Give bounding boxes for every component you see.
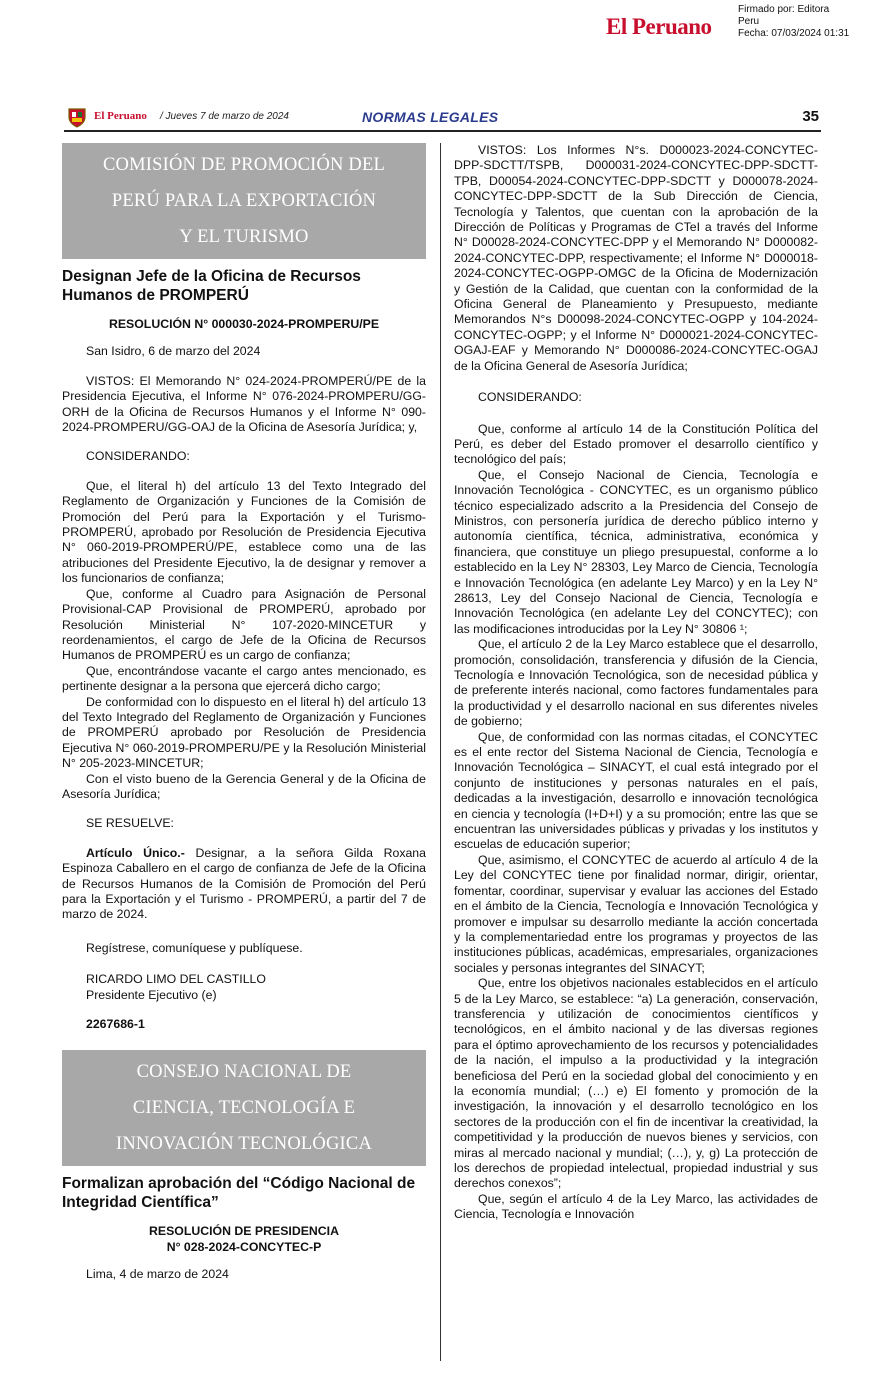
- vistos-paragraph: VISTOS: El Memorando N° 024-2024-PROMPERÚ/PE de la Presidencia Ejecutiva, el Informe N° 076-2024-PROMPERU/GG-ORH de la Oficina de Recursos Humanos y el Informe N° 090-2024-PROMPERU/GG-OAJ de la Oficina de Asesoría Jurídica; y,: [62, 373, 426, 435]
- page-header: [64, 106, 821, 132]
- resolution-line: N° 028-2024-CONCYTEC-P: [166, 1239, 322, 1254]
- considerando-paragraph: Que, el literal h) del artículo 13 del Texto Integrado del Reglamento de Organización y Funciones de la Comisión de Promoción del Perú para la Exportación y el Turismo-PROMPERÚ, aprobado por Resolución de Presidencia Ejecutiva N° 060-2019-PROMPERÚ/PE, establece como una de las atribuciones del Presidente Ejecutivo, la de designar y remover a los funcionarios de confianza;: [62, 478, 426, 586]
- considerando-paragraph: Que, asimismo, el CONCYTEC de acuerdo al artículo 4 de la Ley del CONCYTEC tiene por finalidad normar, dirigir, orientar, fomentar, coordinar, supervisar y evaluar las acciones del Estado en el ámbito de la Ciencia, Tecnología e Innovación Tecnológica y promover e impulsar su desarrollo mediante la acción concertada y la complementariedad entre los programas y proyectos de las instituciones públicas, académicas, empresariales, organizaciones sociales y personas integrantes del SINACYT;: [454, 852, 818, 975]
- header-date: / Jueves 7 de marzo de 2024: [160, 111, 289, 122]
- header-section-title: NORMAS LEGALES: [362, 109, 499, 125]
- publication-code: 2267686-1: [86, 1017, 145, 1032]
- banner-line: PERÚ PARA LA EXPORTACIÓN: [111, 191, 377, 211]
- place-date: San Isidro, 6 de marzo del 2024: [86, 344, 261, 359]
- resolution-line: RESOLUCIÓN DE PRESIDENCIA: [149, 1224, 339, 1239]
- decree-title-promperu: Designan Jefe de la Oficina de Recursos Humanos de PROMPERÚ: [62, 268, 361, 304]
- considerando-paragraph: Que, conforme al Cuadro para Asignación de Personal Provisional-CAP Provisional de PROMPERÚ, aprobado por Resolución Ministerial N° 107-2020-MINCETUR y reordenamientos, el cargo de Jefe de la Oficina de Recursos Humanos de PROMPERÚ es un cargo de confianza;: [62, 586, 426, 663]
- vistos-paragraph: VISTOS: Los Informes N°s. D000023-2024-CONCYTEC-DPP-SDCTT/TSPB, D000031-2024-CONCYTEC-DPP-SDCTT-TPB, D00054-2024-CONCYTEC-DPP-SDCTT y D000078-2024-CONCYTEC-DPP-SDCTT de la Sub Dirección de Ciencia, Tecnología y Talentos, que cuentan con la aprobación de la Dirección de Políticas y Programas de CTeI a través del Informe N° D00028-2024-CONCYTEC-DPP y el Memorando N° D000082-2024-CONCYTEC-DPP, respectivamente; el Informe N° D000018-2024-CONCYTEC-OGPP-OMGC de la Oficina de Modernización y Gestión de la Calidad, que cuentan con la conformidad de la Oficina General de Planeamiento y Presupuesto, mediante Memorandos N°s D00098-2024-CONCYTEC-OGPP y 104-2024-CONCYTEC-OGPP; y el Informe N° D000021-2024-CONCYTEC-OGAJ-EAF y Memorando N° D000086-2024-CONCYTEC-OGAJ de la Oficina General de Asesoría Jurídica;: [454, 143, 818, 373]
- signer-name: RICARDO LIMO DEL CASTILLO: [86, 972, 266, 987]
- signature-stamp-text: [738, 4, 866, 40]
- stamp-line-3: Fecha: 07/03/2024 01:31: [738, 28, 850, 39]
- stamp-line-1: Firmado por: Editora: [738, 4, 830, 15]
- considerando-paragraph: De conformidad con lo dispuesto en el literal h) del artículo 13 del Texto Integrado del Reglamento de Organización y Funciones de PROMPERÚ aprobado por Resolución de Presidencia Ejecutiva N° 060-2019-PROMPERU/PE y la Resolución Ministerial N° 205-2023-MINCETUR;: [62, 694, 426, 771]
- right-column: [454, 143, 818, 1223]
- considerando-paragraph: Que, conforme al artículo 14 de la Constitución Política del Perú, es deber del Estado promover el desarrollo científico y tecnológico del país;: [454, 421, 818, 467]
- signature-stamp-logo: El Peruano: [606, 14, 712, 39]
- considerando-paragraph: Que, encontrándose vacante el cargo antes mencionado, es pertinente designar a la persona que ejercerá dicho cargo;: [62, 663, 426, 694]
- considerando-paragraph: Que, el artículo 2 de la Ley Marco establece que el desarrollo, promoción, consolidación, transferencia y difusión de la Ciencia, Tecnología e Innovación Tecnológica, son de necesidad pública y de preferente interés nacional, como factores fundamentales para la productividad y el desarrollo nacional en sus diferentes niveles de gobierno;: [454, 637, 818, 729]
- banner-line: COMISIÓN DE PROMOCIÓN DEL: [103, 155, 385, 175]
- institution-banner-concytec: [62, 1050, 426, 1166]
- considerando-label: CONSIDERANDO:: [86, 449, 190, 464]
- place-date: Lima, 4 de marzo de 2024: [86, 1267, 229, 1282]
- considerando-paragraph: Que, entre los objetivos nacionales establecidos en el artículo 5 de la Ley Marco, se establece: “a) La generación, conservación, transferencia y utilización de conocimientos científicos y tecnológicos, en el ámbito nacional y de las diversas regiones para el óptimo aprovechamiento de los recursos y potencialidades de la nación, el impulso a la productividad y la integración beneficiosa del Perú en la sociedad global del conocimiento y en la economía mundial; (…) e) El fomento y promoción de la investigación, la innovación y el desarrollo tecnológico en los sectores de la producción con el fin de incentivar la creatividad, la competitividad y la producción de nuevos bienes y servicios, con miras al mercado nacional y mundial; (…), y, g) La protección de los derechos de propiedad intelectual, propiedad industrial y sus derechos conexos”;: [454, 976, 818, 1191]
- signer-role: Presidente Ejecutivo (e): [86, 987, 217, 1002]
- considerando-label: CONSIDERANDO:: [478, 390, 582, 405]
- header-brand: El Peruano: [94, 110, 147, 122]
- institution-banner-promperu: [62, 143, 426, 259]
- considerando-paragraph: Que, de conformidad con las normas citadas, el CONCYTEC es el ente rector del Sistema Nacional de Ciencia, Tecnología e Innovación Tecnológica – SINACYT, el cual está integrado por el conjunto de instituciones y personas naturales en el país, dedicadas a la investigación, desarrollo e innovación tecnológica en ciencia y tecnología (I+D+I) y a su promoción; entre las que se encuentran las universidades públicas y privadas y los institutos y escuelas de educación superior;: [454, 729, 818, 852]
- articulo-unico-paragraph: [62, 846, 426, 923]
- page-number: 35: [802, 108, 819, 125]
- considerando-paragraph: Que, el Consejo Nacional de Ciencia, Tecnología e Innovación Tecnológica - CONCYTEC, es un organismo público técnico especializado adscrito a la Presidencia del Consejo de Ministros, con personería jurídica de derecho público interno y autonomía científica, técnica, administrativa, económica y financiera, que constituye un pliego presupuestal, conforme a lo establecido en la Ley N° 28303, Ley Marco de Ciencia, Tecnología e Innovación Tecnológica (en adelante Ley Marco) y en la Ley N° 28613, Ley del Consejo Nacional de Ciencia, Tecnología e Innovación Tecnológica (en adelante Ley del CONCYTEC); con las modificaciones introducidas por la Ley N° 30806 ¹;: [454, 467, 818, 636]
- considerando-paragraph: Que, según el artículo 4 de la Ley Marco, las actividades de Ciencia, Tecnología e Innovación: [454, 1191, 818, 1222]
- resolution-number-promperu: RESOLUCIÓN N° 000030-2024-PROMPERU/PE: [108, 317, 380, 331]
- resolution-number-concytec: [62, 1224, 426, 1255]
- column-divider: [440, 143, 441, 1361]
- banner-line: Y EL TURISMO: [179, 227, 309, 247]
- registrese-line: Regístrese, comuníquese y publíquese.: [86, 940, 303, 955]
- banner-line: CONSEJO NACIONAL DE: [136, 1062, 352, 1083]
- stamp-line-2: Peru: [738, 16, 760, 27]
- se-resuelve-label: SE RESUELVE:: [86, 816, 174, 831]
- banner-line: INNOVACIÓN TECNOLÓGICA: [115, 1134, 373, 1155]
- articulo-text: Designar, a la señora Gilda Roxana Espinoza Caballero en el cargo de confianza de Jefe de la Oficina de Recursos Humanos de la Comisión de Promoción del Perú para la Exportación y el Turismo - PROMPERÚ, a partir del 7 de marzo de 2024.: [62, 845, 426, 922]
- banner-line: CIENCIA, TECNOLOGÍA E: [132, 1098, 356, 1119]
- coat-of-arms-icon: [66, 106, 88, 128]
- considerando-paragraph: Con el visto bueno de la Gerencia General y de la Oficina de Asesoría Jurídica;: [62, 771, 426, 801]
- articulo-label: Artículo Único.-: [86, 845, 185, 860]
- left-column: [62, 143, 426, 1283]
- decree-title-concytec: Formalizan aprobación del “Código Nacional de Integridad Científica”: [62, 1175, 416, 1212]
